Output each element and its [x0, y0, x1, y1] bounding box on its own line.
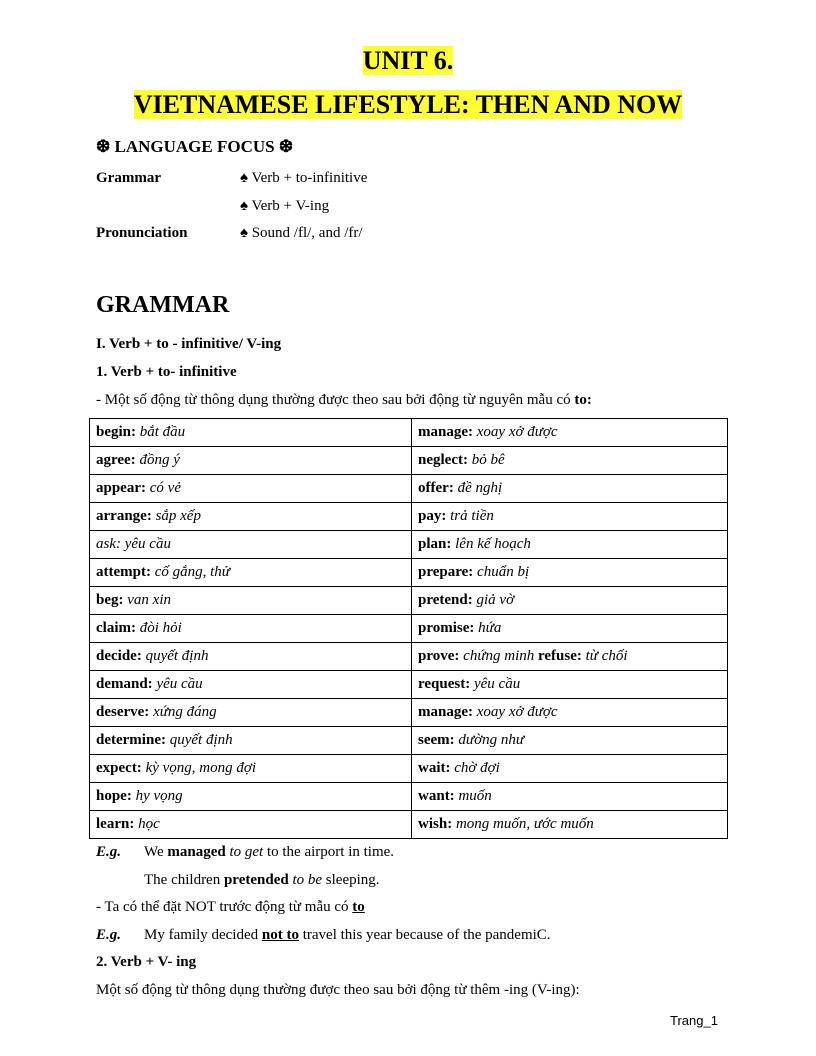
table-cell: want: muốn [412, 783, 728, 811]
table-cell: seem: dường như [412, 727, 728, 755]
example-3: E.g. My family decided not to travel this year because of the pandemiC. [96, 927, 551, 943]
table-cell: agree: đồng ý [90, 447, 412, 475]
example-2: The children pretended to be sleeping. [144, 872, 380, 888]
table-cell: hope: hy vọng [90, 783, 412, 811]
table-row [90, 587, 728, 615]
table-cell: claim: đòi hỏi [90, 615, 412, 643]
verb-table [89, 418, 728, 839]
table-row [90, 475, 728, 503]
table-cell: wish: mong muốn, ước muốn [412, 811, 728, 839]
table-row [90, 615, 728, 643]
table-cell: promise: hứa [412, 615, 728, 643]
table-row [90, 643, 728, 671]
grammar-heading: GRAMMAR [96, 292, 230, 318]
focus-label: Grammar [96, 170, 161, 186]
table-row [90, 699, 728, 727]
table-cell: manage: xoay xở được [412, 699, 728, 727]
language-focus-title: ❆ LANGUAGE FOCUS ❆ [96, 137, 294, 156]
table-row [90, 419, 728, 447]
table-row [90, 727, 728, 755]
table-cell: appear: có vẻ [90, 475, 412, 503]
focus-label: Pronunciation [96, 225, 188, 241]
table-cell: prove: chứng minh refuse: từ chối [412, 643, 728, 671]
page-number: Trang_1 [670, 1013, 718, 1028]
table-cell: beg: van xin [90, 587, 412, 615]
table-row [90, 671, 728, 699]
table-cell: arrange: sắp xếp [90, 503, 412, 531]
focus-value: ♠ Verb + V-ing [240, 198, 330, 214]
table-cell: plan: lên kế hoạch [412, 531, 728, 559]
table-cell: manage: xoay xở được [412, 419, 728, 447]
table-row [90, 447, 728, 475]
subsection-heading-2: 2. Verb + V- ing [96, 954, 197, 970]
table-cell: pay: trả tiền [412, 503, 728, 531]
table-cell: learn: học [90, 811, 412, 839]
focus-value: ♠ Verb + to-infinitive [240, 170, 368, 186]
table-cell: deserve: xứng đáng [90, 699, 412, 727]
note-text: - Ta có thể đặt NOT trước động từ mẫu có to [96, 899, 365, 915]
focus-value: ♠ Sound /fl/, and /fr/ [240, 225, 363, 241]
table-cell: attempt: cố gắng, thử [90, 559, 412, 587]
table-cell: neglect: bỏ bê [412, 447, 728, 475]
table-cell: begin: bắt đầu [90, 419, 412, 447]
table-cell: pretend: giả vờ [412, 587, 728, 615]
table-cell: wait: chờ đợi [412, 755, 728, 783]
table-cell: expect: kỳ vọng, mong đợi [90, 755, 412, 783]
table-row [90, 559, 728, 587]
table-cell: offer: đề nghị [412, 475, 728, 503]
table-row [90, 783, 728, 811]
table-row [90, 811, 728, 839]
table-cell: determine: quyết định [90, 727, 412, 755]
table-cell: ask: yêu cầu [90, 531, 412, 559]
subsection-heading: 1. Verb + to- infinitive [96, 364, 237, 380]
table-cell: decide: quyết định [90, 643, 412, 671]
table-cell: request: yêu cầu [412, 671, 728, 699]
table-row [90, 531, 728, 559]
section-heading: I. Verb + to - infinitive/ V-ing [96, 336, 282, 352]
unit-title: VIETNAMESE LIFESTYLE: THEN AND NOW [133, 90, 683, 119]
unit-heading: UNIT 6. [362, 46, 454, 75]
intro-text-2: Một số động từ thông dụng thường được theo sau bởi động từ thêm -ing (V-ing): [96, 982, 580, 998]
example-1: E.g. We managed to get to the airport in time. [96, 844, 395, 860]
table-row [90, 503, 728, 531]
table-cell: demand: yêu cầu [90, 671, 412, 699]
table-row [90, 755, 728, 783]
table-cell: prepare: chuẩn bị [412, 559, 728, 587]
intro-text: - Một số động từ thông dụng thường được theo sau bởi động từ nguyên mẫu có to: [96, 392, 592, 408]
